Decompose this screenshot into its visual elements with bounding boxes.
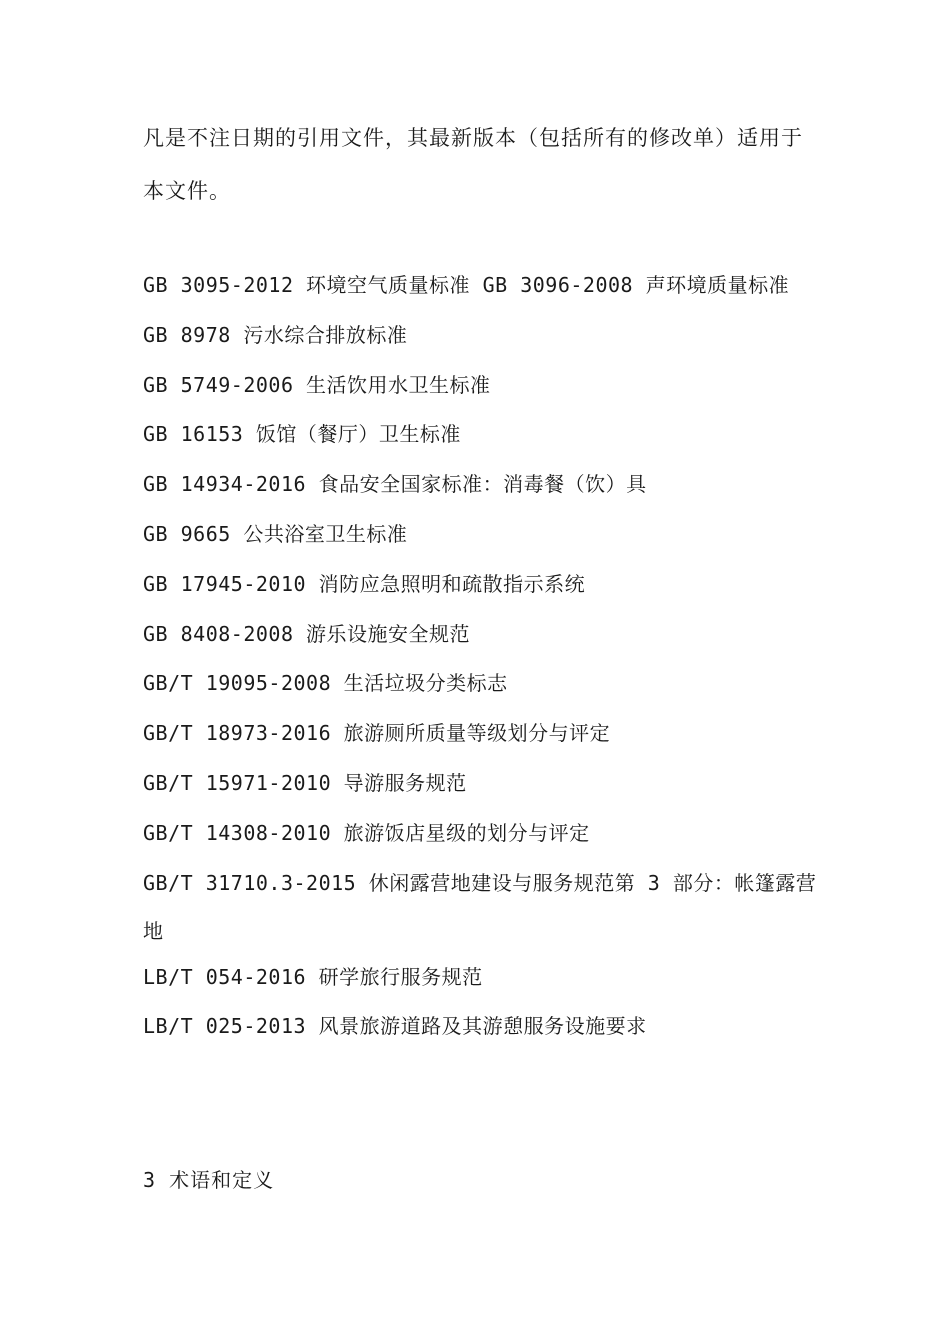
intro-paragraph: 凡是不注日期的引用文件，其最新版本（包括所有的修改单）适用于本文件。 — [143, 126, 803, 203]
reference-item: GB 9665 公共浴室卫生标准 — [143, 521, 408, 546]
reference-item: GB 3095-2012 环境空气质量标准 GB 3096-2008 声环境质量标准 — [143, 273, 790, 297]
reference-item: LB/T 025-2013 风景旅游道路及其游憩服务设施要求 — [143, 1014, 647, 1039]
reference-item: GB 17945-2010 消防应急照明和疏散指示系统 — [143, 571, 586, 596]
reference-item: GB/T 18973-2016 旅游厕所质量等级划分与评定 — [143, 721, 611, 746]
reference-item: LB/T 054-2016 研学旅行服务规范 — [143, 964, 483, 989]
reference-item: GB/T 19095-2008 生活垃圾分类标志 — [143, 671, 508, 696]
reference-item: GB/T 15971-2010 导游服务规范 — [143, 770, 467, 795]
reference-item: GB 14934-2016 食品安全国家标准：消毒餐（饮）具 — [143, 472, 647, 497]
reference-item: GB/T 14308-2010 旅游饭店星级的划分与评定 — [143, 820, 590, 845]
reference-item: GB 16153 饭馆（餐厅）卫生标准 — [143, 422, 461, 447]
reference-item: GB 5749-2006 生活饮用水卫生标准 — [143, 372, 491, 397]
normative-references-list — [143, 265, 823, 1056]
section-heading: 3 术语和定义 — [143, 1168, 275, 1192]
reference-item: GB 8978 污水综合排放标准 — [143, 322, 408, 347]
reference-item: GB/T 31710.3-2015 休闲露营地建设与服务规范第 3 部分：帐篷露营地 — [143, 870, 817, 943]
reference-item: GB 8408-2008 游乐设施安全规范 — [143, 621, 471, 646]
